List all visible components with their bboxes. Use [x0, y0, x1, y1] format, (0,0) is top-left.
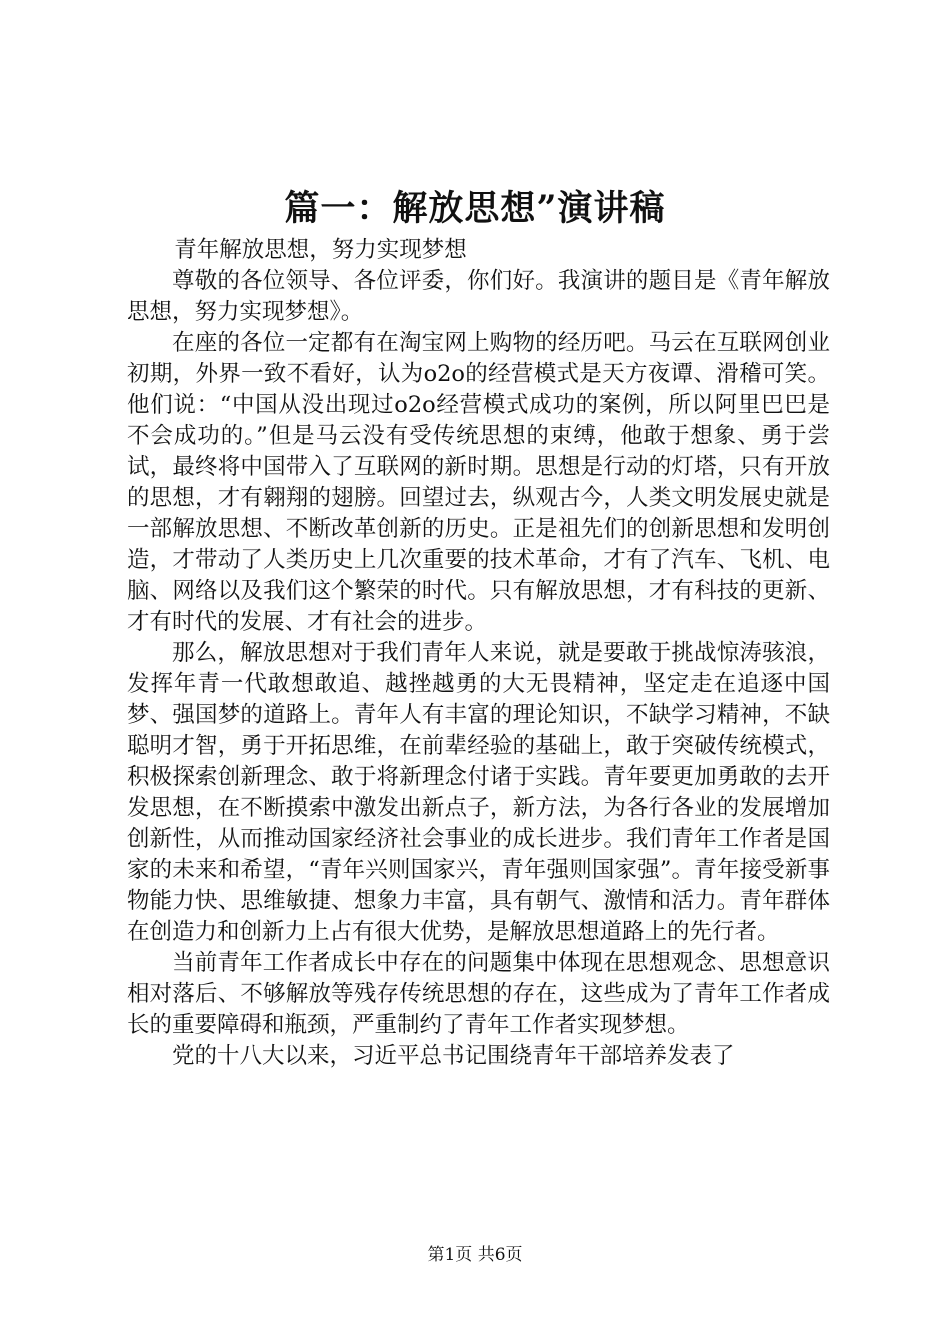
paragraph: 党的十八大以来，习近平总书记围绕青年干部培养发表了	[172, 1043, 735, 1069]
document-title: 篇一：解放思想”演讲稿	[284, 188, 666, 229]
paragraph-greeting: 尊敬的各位领导、各位评委，你们好。我演讲的题目是《青年解放思想，努力实现梦想》。	[127, 268, 830, 325]
paragraph: 在座的各位一定都有在淘宝网上购物的经历吧。马云在互联网创业初期，外界一致不看好，认为o2o的经营模式是天方夜谭、滑稽可笑。他们说：“中国从没出现过o2o经营模式成功的案例，所以阿里巴巴是不会成功的。”但是马云没有受传统思想的束缚，他敢于想象、勇于尝试，最终将中国带入了互联网的新时期。思想是行动的灯塔，只有开放的思想，才有翱翔的翅膀。回望过去，纵观古今，人类文明发展史就是一部解放思想、不断改革创新的历史。正是祖先们的创新思想和发明创造，才带动了人类历史上几次重要的技术革命，才有了汽车、飞机、电脑、网络以及我们这个繁荣的时代。只有解放思想，才有科技的更新、才有时代的发展、才有社会的进步。	[127, 330, 830, 635]
document-body	[127, 235, 830, 1072]
paragraph-subtitle: 青年解放思想，努力实现梦想	[174, 237, 467, 263]
page-footer: 第1页 共6页	[427, 1245, 523, 1265]
paragraph: 那么，解放思想对于我们青年人来说，就是要敢于挑战惊涛骇浪，发挥年青一代敢想敢追、越挫越勇的大无畏精神，坚定走在追逐中国梦、强国梦的道路上。青年人有丰富的理论知识，不缺学习精神，不缺聪明才智，勇于开拓思维，在前辈经验的基础上，敢于突破传统模式，积极探索创新理念、敢于将新理念付诸于实践。青年要更加勇敢的去开发思想，在不断摸索中激发出新点子，新方法，为各行各业的发展增加创新性，从而推动国家经济社会事业的成长进步。我们青年工作者是国家的未来和希望，“青年兴则国家兴，青年强则国家强”。青年接受新事物能力快、思维敏捷、想象力丰富，具有朝气、激情和活力。青年群体在创造力和创新力上占有很大优势，是解放思想道路上的先行者。	[127, 640, 830, 945]
paragraph: 当前青年工作者成长中存在的问题集中体现在思想观念、思想意识相对落后、不够解放等残存传统思想的存在，这些成为了青年工作者成长的重要障碍和瓶颈，严重制约了青年工作者实现梦想。	[127, 950, 830, 1038]
